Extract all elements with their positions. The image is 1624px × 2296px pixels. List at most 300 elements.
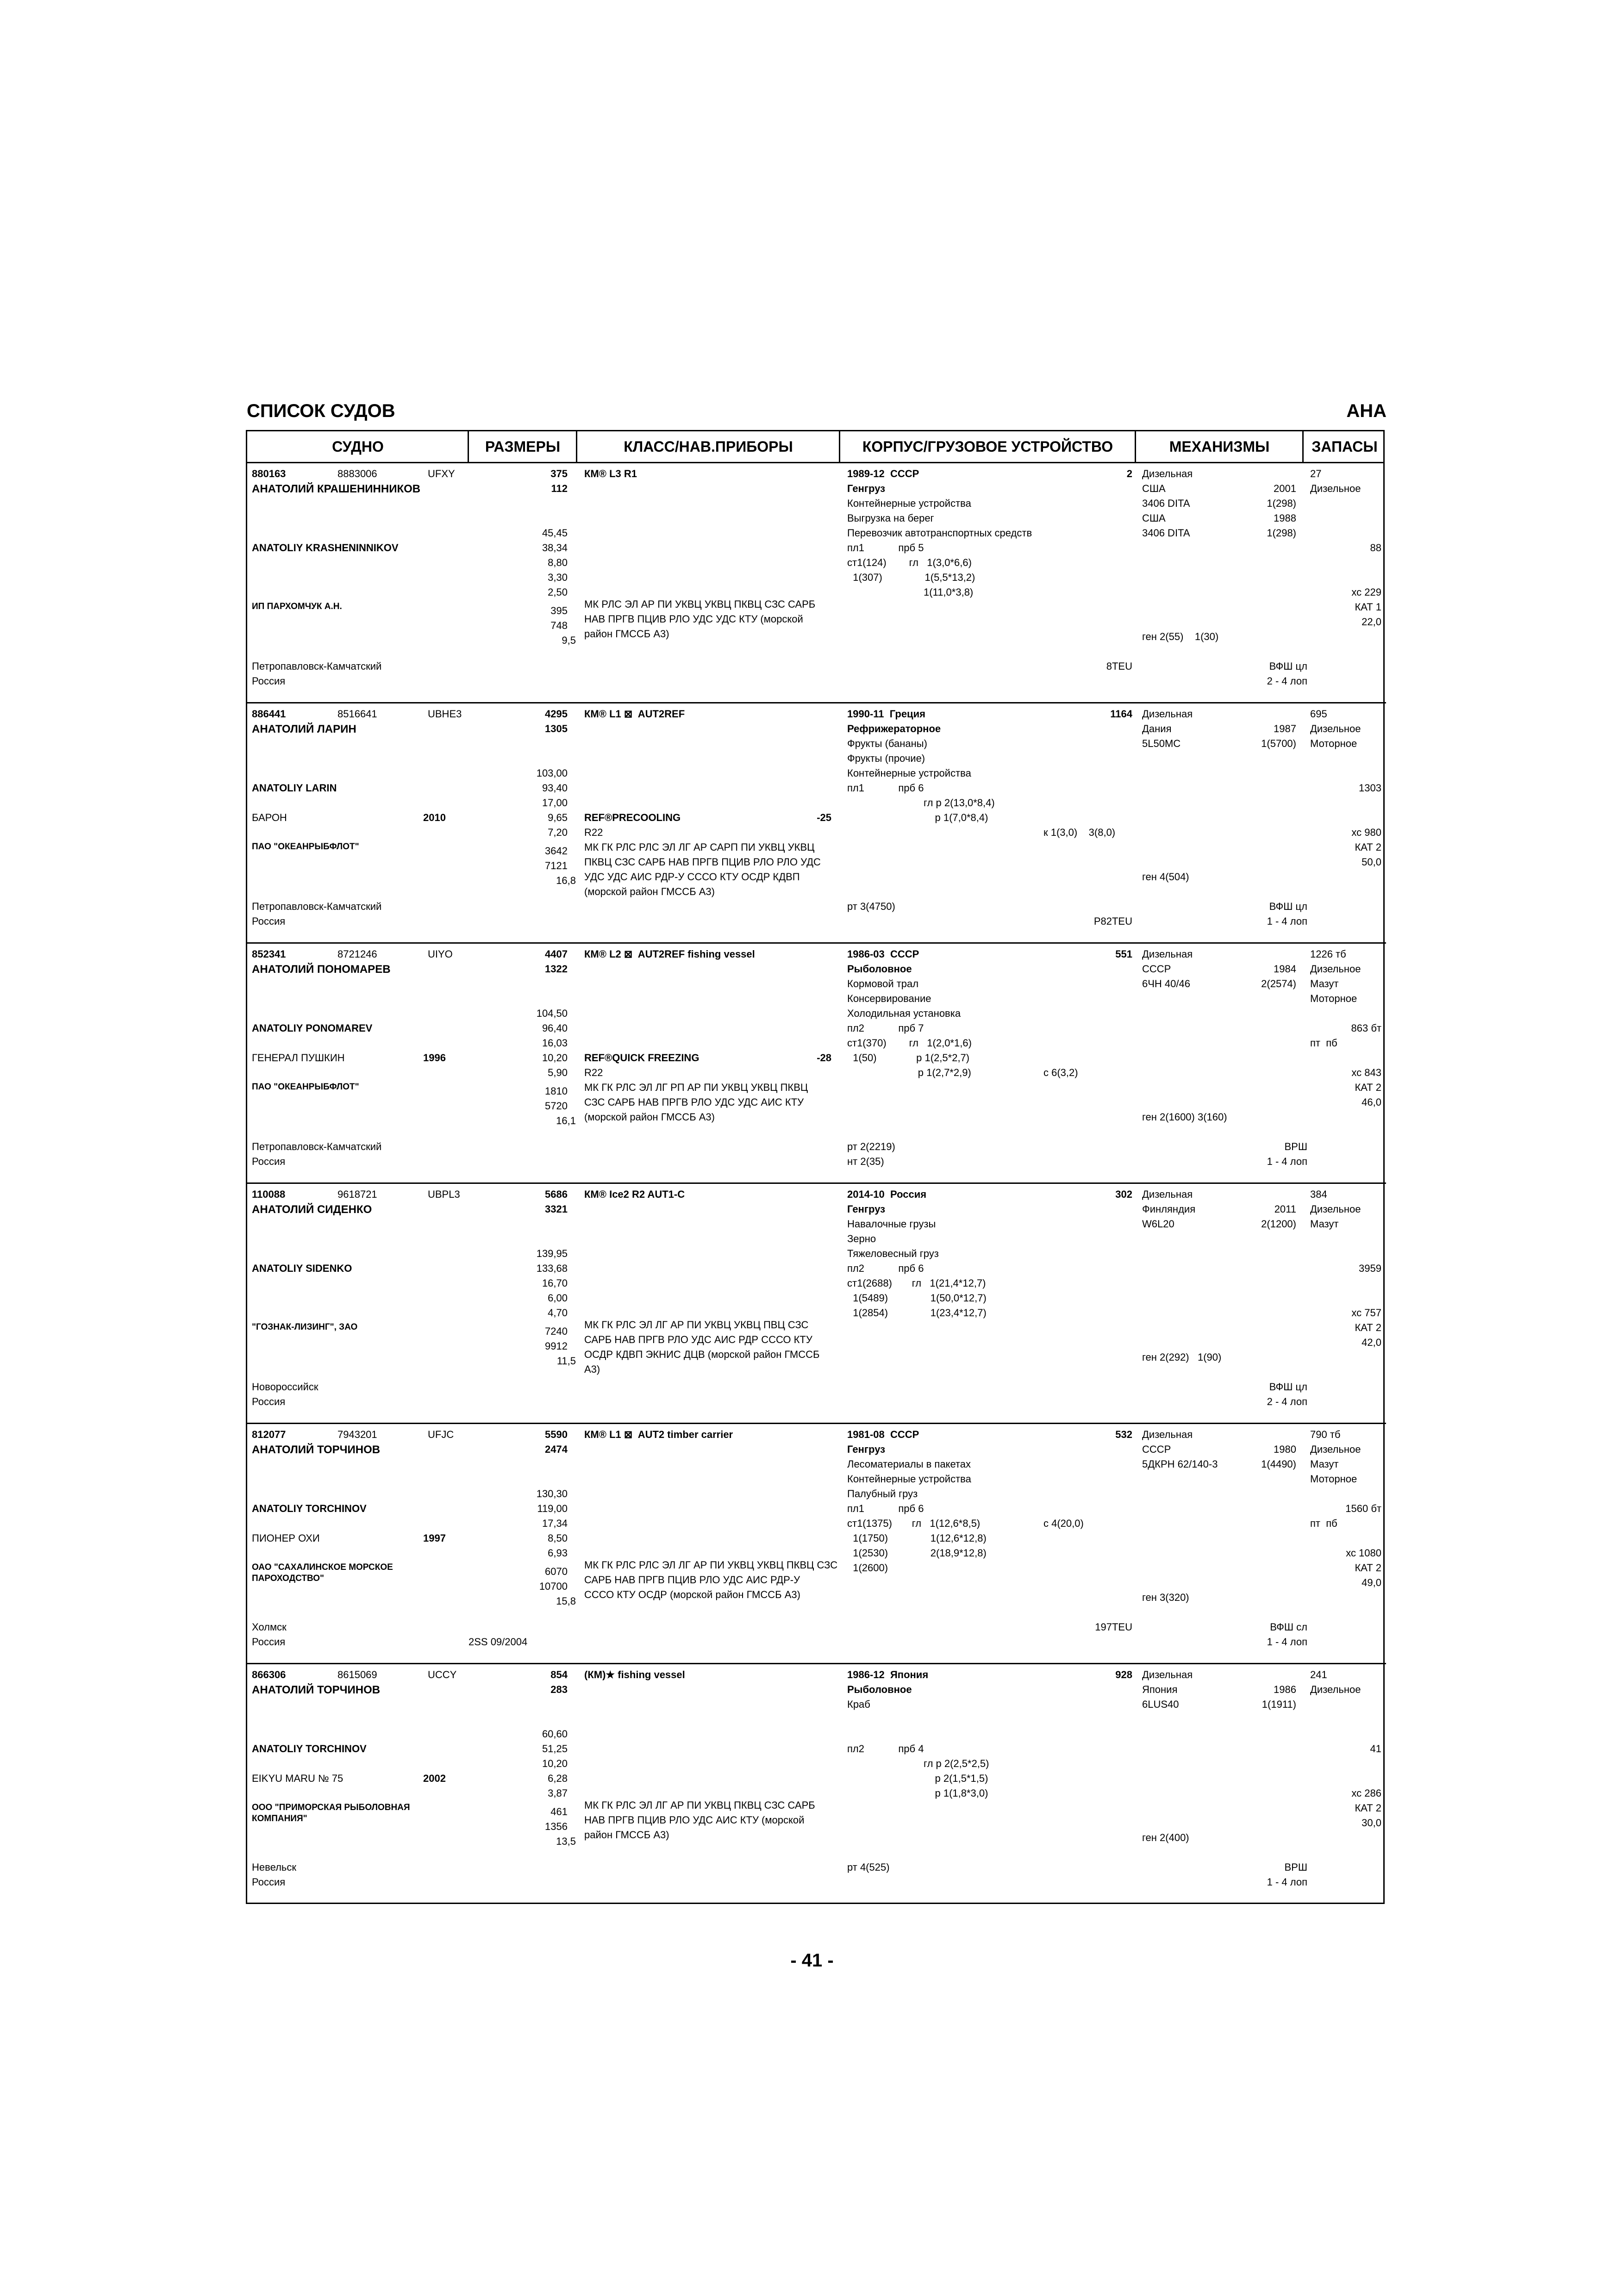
capacity: 1356	[545, 1821, 568, 1832]
fuel-capacity: 863 бт	[1351, 1022, 1381, 1034]
fuel-type: Дизельное	[1310, 1444, 1361, 1455]
capacity: 5720	[545, 1100, 568, 1112]
home-port: Невельск	[252, 1861, 296, 1873]
refrigerant: R22	[584, 827, 603, 838]
cargo-type: Контейнерные устройства	[847, 1473, 971, 1485]
tonnage: 2474	[545, 1444, 568, 1455]
ship-register-table	[246, 430, 1385, 1904]
nav-equipment: НАВ ПРГВ ПЦИВ РЛО УДС УДС КТУ (морской	[584, 613, 803, 625]
nav-equipment: (морской район ГМССБ А3)	[584, 1111, 715, 1123]
blade-count: 2 - 4 лоп	[1267, 1396, 1307, 1407]
engine-info: 6LUS40	[1142, 1699, 1179, 1710]
dimension: 16,03	[542, 1037, 568, 1049]
col-hull-header: КОРПУС/ГРУЗОВОЕ УСТРОЙСТВО	[862, 438, 1113, 455]
ice-category: хс 1080	[1346, 1547, 1381, 1559]
imo-number: 8883006	[337, 468, 377, 479]
fuel-type: 1226 тб	[1310, 948, 1346, 960]
engine-info: Дизельная	[1142, 1669, 1193, 1680]
dimension: 38,34	[542, 542, 568, 554]
cargo-type: Консервирование	[847, 993, 931, 1004]
engine-detail: 1984	[1274, 963, 1296, 975]
hold-data: 1(2530) 2(18,9*12,8)	[847, 1547, 987, 1559]
engine-detail: 1987	[1274, 723, 1296, 734]
engine-info: 3406 DITA	[1142, 498, 1190, 509]
engine-info: 5ДКРН 62/140-3	[1142, 1458, 1218, 1470]
generators: ген 3(320)	[1142, 1592, 1189, 1603]
ice-category: КАТ 1	[1355, 601, 1381, 613]
hold-data: 1(2600)	[847, 1562, 888, 1574]
col-dimensions-header: РАЗМЕРЫ	[485, 438, 561, 455]
propeller-type: ВФШ цл	[1269, 901, 1307, 912]
capacity: 1810	[545, 1085, 568, 1097]
ship-name-ru: АНАТОЛИЙ КРАШЕНИННИКОВ	[252, 483, 421, 495]
fuel-capacity: 1303	[1359, 782, 1381, 794]
capacity: 461	[550, 1806, 568, 1817]
cargo-type: Контейнерные устройства	[847, 498, 971, 509]
build-number: 532	[1115, 1429, 1132, 1440]
class-notation: КМ® L1 ⊠ AUT2 timber carrier	[584, 1429, 733, 1440]
flag-country: Россия	[252, 1876, 286, 1888]
hold-data: пл1 прб 6	[847, 782, 924, 794]
dimension: 3,87	[548, 1787, 568, 1799]
nav-equipment: А3)	[584, 1363, 600, 1375]
hold-data: пл1 прб 5	[847, 542, 924, 554]
nav-equipment: САРБ НАВ ПРГВ РЛО УДС АИС РДР СССО КТУ	[584, 1334, 812, 1345]
ship-owner: "ГОЗНАК-ЛИЗИНГ", ЗАО	[252, 1322, 358, 1332]
engine-info: 5L50MC	[1142, 738, 1181, 749]
hold-data: ст1(1375) гл 1(12,6*8,5)	[847, 1518, 981, 1529]
fuel-capacity: 88	[1370, 542, 1381, 554]
flag-country: Россия	[252, 1396, 286, 1407]
propeller-type: ВРШ	[1284, 1141, 1307, 1152]
ice-category: КАТ 2	[1355, 841, 1381, 853]
column-divider	[1135, 431, 1136, 462]
dimension: 8,80	[548, 557, 568, 568]
hold-data: ст1(2688) гл 1(21,4*12,7)	[847, 1277, 986, 1289]
call-sign: UBHE3	[428, 708, 462, 720]
hold-data: пл2 прб 7	[847, 1022, 924, 1034]
nav-equipment: район ГМССБ А3)	[584, 1829, 669, 1841]
teu-capacity: Р82TEU	[1093, 915, 1132, 927]
engine-detail: 1986	[1274, 1684, 1296, 1695]
page-code: АНА	[1346, 401, 1387, 421]
hold-data: 1(307) 1(5,5*13,2)	[847, 572, 975, 583]
class-notation: (КМ)★ fishing vessel	[584, 1669, 685, 1680]
hold-data: пл2 прб 6	[847, 1263, 924, 1274]
refrigeration-class: REF®PRECOOLING	[584, 812, 681, 823]
engine-detail: 2(2574)	[1261, 978, 1296, 989]
tonnage: 5590	[545, 1429, 568, 1440]
cargo-type: Выгрузка на берег	[847, 512, 934, 524]
engine-info: 6ЧН 40/46	[1142, 978, 1190, 989]
ship-name-en: ANATOLIY TORCHINOV	[252, 1743, 367, 1755]
flag-country: Россия	[252, 675, 286, 687]
nav-equipment: НАВ ПРГВ ПЦИВ РЛО УДС АИС КТУ (морской	[584, 1814, 805, 1826]
column-divider	[839, 431, 840, 462]
nav-equipment: (морской район ГМССБ А3)	[584, 886, 715, 897]
tonnage: 112	[551, 483, 568, 494]
hold-data: р 1(1,8*3,0)	[847, 1787, 988, 1799]
home-port: Холмск	[252, 1621, 287, 1633]
engine-info: 3406 DITA	[1142, 527, 1190, 539]
capacity: 3642	[545, 845, 568, 857]
build-number: 2	[1126, 468, 1132, 479]
refrigerant: R22	[584, 1067, 603, 1078]
dimension: 3,30	[548, 572, 568, 583]
call-sign: UFJC	[428, 1429, 454, 1440]
capacity: 7240	[545, 1325, 568, 1337]
fuel-type: Мазут	[1310, 978, 1339, 989]
engine-detail: 1(5700)	[1261, 738, 1296, 749]
hold-data: 1(5489) 1(50,0*12,7)	[847, 1292, 987, 1304]
hold-data: р 2(1,5*1,5)	[847, 1773, 988, 1784]
dimension: 7,20	[548, 827, 568, 838]
tank-data: рт 3(4750)	[847, 901, 895, 912]
cargo-type: Тяжеловесный груз	[847, 1248, 939, 1259]
nav-equipment: ОСДР КДВП ЭКНИС ДЦВ (морской район ГМССБ	[584, 1349, 820, 1360]
tonnage: 1322	[545, 963, 568, 975]
cargo-type: Перевозчик автотранспортных средств	[847, 527, 1032, 539]
ship-name-ru: АНАТОЛИЙ ТОРЧИНОВ	[252, 1684, 381, 1696]
registry-number: 866306	[252, 1669, 286, 1680]
ship-name-ru: АНАТОЛИЙ ЛАРИН	[252, 723, 356, 735]
ice-category: 50,0	[1362, 856, 1381, 868]
ship-type: Генгруз	[847, 483, 886, 494]
blade-count: 2 - 4 лоп	[1267, 675, 1307, 687]
blade-count: 1 - 4 лоп	[1267, 1876, 1307, 1888]
capacity: 9,5	[562, 635, 576, 646]
capacity: 9912	[545, 1340, 568, 1352]
refrigeration-temp: -25	[817, 812, 831, 823]
ice-category: хс 757	[1351, 1307, 1381, 1319]
hold-data: ст1(124) гл 1(3,0*6,6)	[847, 557, 972, 568]
cargo-type: Палубный груз	[847, 1488, 918, 1500]
dimension: 17,00	[542, 797, 568, 809]
dimension: 8,50	[548, 1532, 568, 1544]
fuel-type: Дизельное	[1310, 963, 1361, 975]
col-ship-header: СУДНО	[332, 438, 384, 455]
propeller-type: ВФШ цл	[1269, 1381, 1307, 1393]
tonnage: 5686	[545, 1188, 568, 1200]
ship-owner: ОАО "САХАЛИНСКОЕ МОРСКОЕ	[252, 1562, 393, 1572]
build-info: 1986-12 Япония	[847, 1669, 929, 1680]
dimension: 60,60	[542, 1728, 568, 1740]
former-name: EIKYU MARU № 75	[252, 1773, 344, 1784]
registry-number: 852341	[252, 948, 286, 960]
cargo-type: Холодильная установка	[847, 1008, 961, 1019]
column-divider	[1302, 431, 1304, 462]
ice-category: хс 980	[1351, 827, 1381, 838]
dimension: 6,00	[548, 1292, 568, 1304]
tonnage: 283	[550, 1684, 568, 1695]
home-port: Петропавловск-Камчатский	[252, 660, 382, 672]
ship-entry	[247, 463, 1386, 703]
engine-info: Дизельная	[1142, 948, 1193, 960]
ship-entry	[247, 944, 1386, 1184]
col-class-header: КЛАСС/НАВ.ПРИБОРЫ	[624, 438, 793, 455]
engine-info: Дизельная	[1142, 468, 1193, 479]
capacity: 748	[550, 620, 568, 631]
hold-data: пл1 прб 6	[847, 1503, 924, 1514]
call-sign: UFXY	[428, 468, 455, 479]
cargo-type: Зерно	[847, 1233, 876, 1244]
dimension: 104,50	[536, 1008, 568, 1019]
dimension: 93,40	[542, 782, 568, 794]
dimension: 6,28	[548, 1773, 568, 1784]
generators: ген 2(55) 1(30)	[1142, 631, 1219, 642]
engine-info: Дизельная	[1142, 1429, 1193, 1440]
ice-category: 42,0	[1362, 1337, 1381, 1348]
fuel-type: Дизельное	[1310, 723, 1361, 734]
imo-number: 7943201	[337, 1429, 377, 1440]
tonnage: 3321	[545, 1203, 568, 1215]
dimension: 133,68	[536, 1263, 568, 1274]
ship-entry	[247, 703, 1386, 944]
crane-data: с 6(3,2)	[1043, 1067, 1078, 1078]
former-name: ПИОНЕР ОХИ	[252, 1532, 320, 1544]
fuel-capacity: 3959	[1359, 1263, 1381, 1274]
ship-type: Рефрижераторное	[847, 723, 941, 734]
ice-category: 22,0	[1362, 616, 1381, 628]
cargo-type: Краб	[847, 1699, 870, 1710]
ship-owner: ООО "ПРИМОРСКАЯ РЫБОЛОВНАЯ	[252, 1803, 410, 1812]
fuel-type: 384	[1310, 1188, 1327, 1200]
build-info: 1990-11 Греция	[847, 708, 925, 720]
dimension: 103,00	[536, 767, 568, 779]
fuel-capacity: 1560 бт	[1345, 1503, 1381, 1514]
imo-number: 8615069	[337, 1669, 377, 1680]
hold-data: р 1(2,7*2,9)	[847, 1067, 971, 1078]
fuel-type: 790 тб	[1310, 1429, 1341, 1440]
capacity: 15,8	[556, 1595, 576, 1607]
fuel-type: Дизельное	[1310, 483, 1361, 494]
fuel-type: Мазут	[1310, 1218, 1339, 1230]
fuel-type: 241	[1310, 1669, 1327, 1680]
nav-equipment: МК ГК РЛС ЭЛ ЛГ АР ПИ УКВЦ УКВЦ ПВЦ СЗС	[584, 1319, 809, 1331]
ship-type: Рыболовное	[847, 1684, 912, 1695]
column-divider	[576, 431, 577, 462]
ship-owner: КОМПАНИЯ"	[252, 1814, 307, 1823]
nav-equipment: УДС УДС АИС РДР-У СССО КТУ ОСДР КДВП	[584, 871, 800, 883]
nav-equipment: МК ГК РЛС ЭЛ ЛГ РП АР ПИ УКВЦ УКВЦ ПКВЦ	[584, 1082, 808, 1093]
former-name-year: 2002	[423, 1773, 446, 1784]
ice-category: КАТ 2	[1355, 1802, 1381, 1814]
build-info: 1981-08 СССР	[847, 1429, 919, 1440]
cargo-type: Контейнерные устройства	[847, 767, 971, 779]
dimension: 96,40	[542, 1022, 568, 1034]
fuel-note: пт пб	[1310, 1037, 1337, 1049]
home-port: Петропавловск-Камчатский	[252, 1141, 382, 1152]
engine-info: СССР	[1142, 1444, 1171, 1455]
ship-name-ru: АНАТОЛИЙ ТОРЧИНОВ	[252, 1444, 381, 1456]
class-notation: КМ® Ice2 R2 AUT1-C	[584, 1188, 685, 1200]
refrigeration-temp: -28	[817, 1052, 831, 1064]
former-name-year: 2010	[423, 812, 446, 823]
engine-detail: 2001	[1274, 483, 1296, 494]
build-number: 551	[1115, 948, 1132, 960]
imo-number: 8516641	[337, 708, 377, 720]
tank-data: рт 4(525)	[847, 1861, 890, 1873]
hold-data: 1(50) р 1(2,5*2,7)	[847, 1052, 970, 1064]
engine-detail: 1(1911)	[1262, 1699, 1296, 1710]
registry-number: 886441	[252, 708, 286, 720]
ship-name-en: ANATOLIY LARIN	[252, 782, 337, 794]
ice-category: хс 843	[1351, 1067, 1381, 1078]
capacity: 6070	[545, 1566, 568, 1577]
capacity: 13,5	[556, 1836, 576, 1847]
page-number: - 41 -	[790, 1950, 834, 1971]
tank-data: нт 2(35)	[847, 1156, 884, 1167]
nav-equipment: МК ГК РЛС РЛС ЭЛ ЛГ АР ПИ УКВЦ УКВЦ ПКВЦ СЗС	[584, 1559, 838, 1571]
hold-data: 1(11,0*3,8)	[847, 586, 974, 598]
dimension: 10,20	[542, 1052, 568, 1064]
page-title: СПИСОК СУДОВ	[247, 401, 395, 421]
tonnage: 1305	[545, 723, 568, 734]
hold-data: 1(2854) 1(23,4*12,7)	[847, 1307, 987, 1319]
home-port: Новороссийск	[252, 1381, 319, 1393]
ice-category: 49,0	[1362, 1577, 1381, 1588]
cargo-type: Фрукты (бананы)	[847, 738, 927, 749]
dimension: 130,30	[536, 1488, 568, 1500]
fuel-type: Моторное	[1310, 993, 1357, 1004]
engine-detail: 2011	[1274, 1203, 1296, 1215]
tonnage: 4407	[545, 948, 568, 960]
dimension: 2,50	[548, 586, 568, 598]
ship-owner: ПАО "ОКЕАНРЫБФЛОТ"	[252, 842, 359, 852]
ice-category: 30,0	[1362, 1817, 1381, 1829]
cargo-type: Навалочные грузы	[847, 1218, 936, 1230]
tank-data: рт 2(2219)	[847, 1141, 895, 1152]
engine-info: Япония	[1142, 1684, 1178, 1695]
dimension: 119,00	[537, 1503, 568, 1514]
hold-data: 1(1750) 1(12,6*12,8)	[847, 1532, 987, 1544]
teu-capacity: 197TEU	[1095, 1621, 1132, 1633]
fuel-type: Мазут	[1310, 1458, 1339, 1470]
ship-name-ru: АНАТОЛИЙ ПОНОМАРЕВ	[252, 963, 391, 976]
teu-capacity: 8TEU	[1106, 660, 1132, 672]
ice-category: КАТ 2	[1355, 1082, 1381, 1093]
crane-data: к 1(3,0) 3(8,0)	[1043, 827, 1116, 838]
blade-count: 1 - 4 лоп	[1267, 1156, 1307, 1167]
dimension: 9,65	[548, 812, 568, 823]
ship-owner: ПАО "ОКЕАНРЫБФЛОТ"	[252, 1082, 359, 1092]
ice-category: хс 286	[1351, 1787, 1381, 1799]
nav-equipment: МК ГК РЛС РЛС ЭЛ ЛГ АР САРП ПИ УКВЦ УКВЦ	[584, 841, 815, 853]
engine-info: Дизельная	[1142, 708, 1193, 720]
propeller-type: ВРШ	[1284, 1861, 1307, 1873]
cargo-type: Фрукты (прочие)	[847, 753, 925, 764]
tonnage: 375	[550, 468, 568, 479]
ship-type: Генгруз	[847, 1444, 886, 1455]
flag-country: Россия	[252, 1636, 286, 1648]
refrigeration-class: REF®QUICK FREEZING	[584, 1052, 700, 1064]
build-number: 1164	[1110, 708, 1132, 720]
hold-data: гл р 2(13,0*8,4)	[847, 797, 995, 809]
ship-name-en: ANATOLIY SIDENKO	[252, 1263, 352, 1274]
ice-category: 46,0	[1362, 1096, 1381, 1108]
flag-country: Россия	[252, 915, 286, 927]
col-stores-header: ЗАПАСЫ	[1312, 438, 1378, 455]
build-number: 928	[1115, 1669, 1132, 1680]
capacity: 16,1	[556, 1115, 576, 1126]
tonnage: 854	[550, 1669, 568, 1680]
former-name: ГЕНЕРАЛ ПУШКИН	[252, 1052, 345, 1064]
engine-info: W6L20	[1142, 1218, 1174, 1230]
call-sign: UBPL3	[428, 1188, 460, 1200]
ship-type: Рыболовное	[847, 963, 912, 975]
nav-equipment: ПКВЦ СЗС САРБ НАВ ПРГВ ПЦИВ РЛО РЛО УДС	[584, 856, 821, 868]
ship-entry	[247, 1424, 1386, 1664]
ship-entry	[247, 1184, 1386, 1424]
dimension: 10,20	[542, 1758, 568, 1769]
capacity: 395	[550, 605, 568, 616]
former-name-year: 1996	[423, 1052, 446, 1064]
engine-detail: 1980	[1274, 1444, 1296, 1455]
col-machinery-header: МЕХАНИЗМЫ	[1169, 438, 1270, 455]
build-number: 302	[1115, 1188, 1132, 1200]
registry-number: 110088	[252, 1188, 286, 1200]
capacity: 11,5	[556, 1355, 576, 1367]
flag-country: Россия	[252, 1156, 286, 1167]
dimension: 17,34	[542, 1518, 568, 1529]
hold-data: р 1(7,0*8,4)	[847, 812, 988, 823]
propeller-type: ВФШ цл	[1269, 660, 1307, 672]
dimension: 16,70	[542, 1277, 568, 1289]
ship-type: Генгруз	[847, 1203, 886, 1215]
blade-count: 1 - 4 лоп	[1267, 915, 1307, 927]
class-notation: КМ® L1 ⊠ AUT2REF	[584, 708, 685, 720]
registry-number: 812077	[252, 1429, 286, 1440]
fuel-type: Моторное	[1310, 738, 1357, 749]
build-info: 2014-10 Россия	[847, 1188, 927, 1200]
hold-data: пл2 прб 4	[847, 1743, 924, 1755]
nav-equipment: САРБ НАВ ПРГВ ПЦИВ РЛО УДС АИС РДР-У	[584, 1574, 800, 1586]
former-name-year: 1997	[423, 1532, 446, 1544]
hold-data: ст1(370) гл 1(2,0*1,6)	[847, 1037, 972, 1049]
nav-equipment: район ГМССБ А3)	[584, 628, 669, 640]
generators: ген 2(1600) 3(160)	[1142, 1111, 1227, 1123]
build-info: 1986-03 СССР	[847, 948, 919, 960]
fuel-capacity: 41	[1370, 1743, 1381, 1755]
fuel-type: Моторное	[1310, 1473, 1357, 1485]
ship-entry	[247, 1664, 1386, 1904]
nav-equipment: МК РЛС ЭЛ АР ПИ УКВЦ УКВЦ ПКВЦ СЗС САРБ	[584, 598, 816, 610]
dimension: 6,93	[548, 1547, 568, 1559]
hold-data: гл р 2(2,5*2,5)	[847, 1758, 989, 1769]
engine-detail: 1(4490)	[1261, 1458, 1296, 1470]
build-info: 1989-12 СССР	[847, 468, 919, 479]
engine-info: Дания	[1142, 723, 1172, 734]
nav-equipment: СЗС САРБ НАВ ПРГВ РЛО УДС УДС АИС КТУ	[584, 1096, 804, 1108]
capacity: 16,8	[556, 875, 576, 886]
ship-name-en: ANATOLIY KRASHENINNIKOV	[252, 542, 399, 554]
fuel-type: 27	[1310, 468, 1322, 479]
fuel-type: Дизельное	[1310, 1203, 1361, 1215]
dimension: 45,45	[542, 527, 568, 539]
propeller-type: ВФШ сл	[1270, 1621, 1307, 1633]
column-divider	[468, 431, 469, 462]
fuel-type: 695	[1310, 708, 1327, 720]
call-sign: UCCY	[428, 1669, 457, 1680]
fuel-type: Дизельное	[1310, 1684, 1361, 1695]
dimension: 51,25	[542, 1743, 568, 1755]
engine-detail: 1(298)	[1267, 498, 1296, 509]
engine-info: Финляндия	[1142, 1203, 1196, 1215]
imo-number: 8721246	[337, 948, 377, 960]
call-sign: UIYO	[428, 948, 453, 960]
engine-info: США	[1142, 483, 1166, 494]
crane-data: с 4(20,0)	[1043, 1518, 1084, 1529]
